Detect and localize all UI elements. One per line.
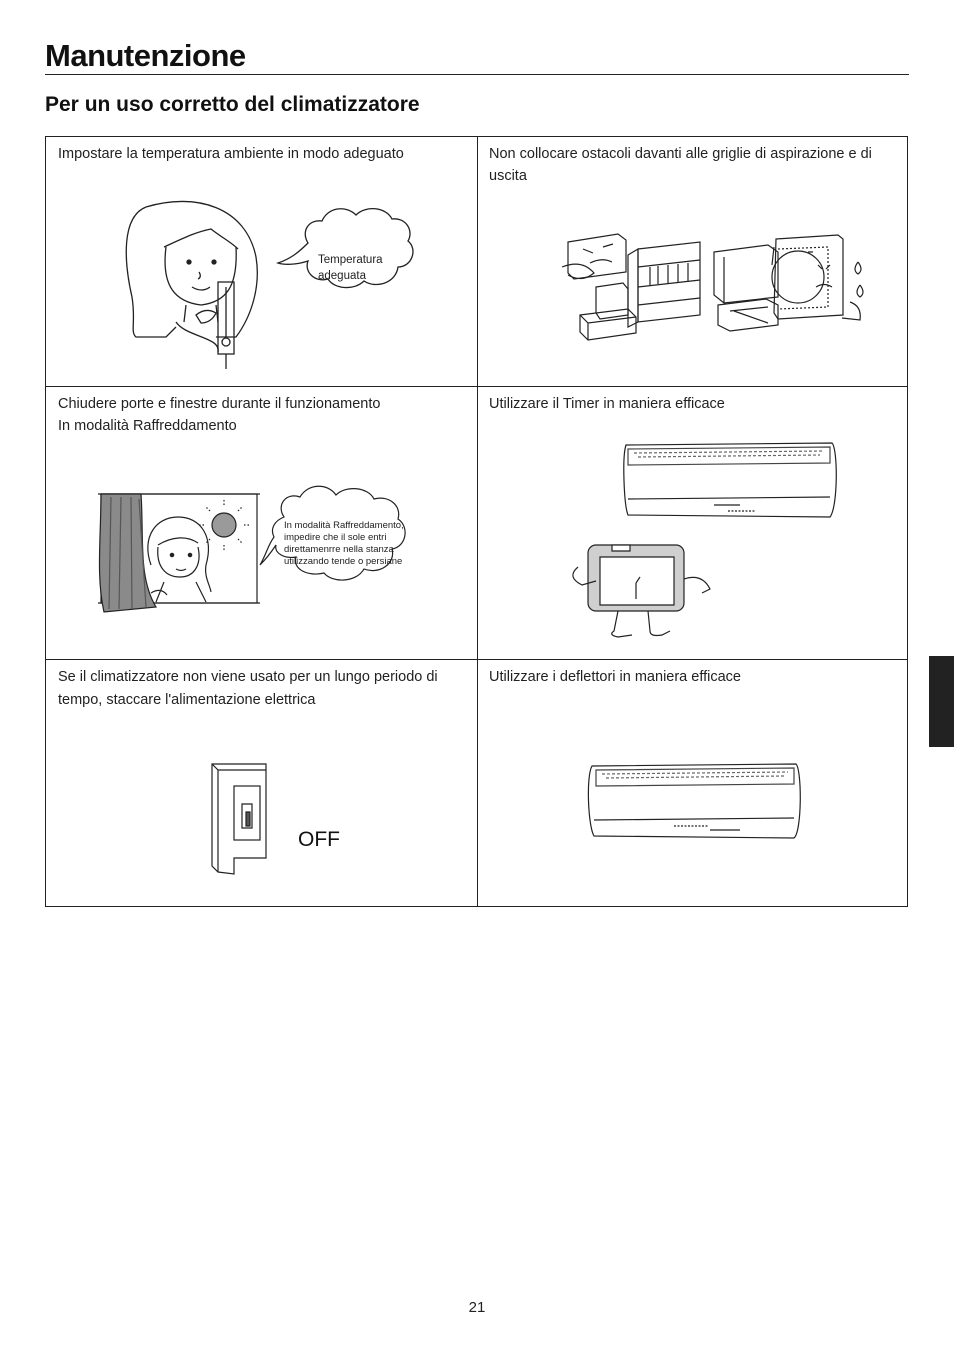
tips-grid xyxy=(45,136,908,907)
tip-text-timer: Utilizzare il Timer in maniera efficace xyxy=(489,396,725,412)
tip-cell-power-off xyxy=(46,660,477,908)
timer-illustration xyxy=(478,387,909,659)
bubble-line-2: impedire che il sole entri xyxy=(284,532,387,543)
tip-text-windows-line2: In modalità Raffreddamento xyxy=(58,418,237,434)
off-label: OFF xyxy=(298,828,340,851)
page-title: Manutenzione xyxy=(45,38,246,73)
tip-text-power-line2: tempo, staccare l'alimentazione elettrica xyxy=(58,692,316,708)
tip-cell-timer xyxy=(478,387,909,659)
tip-text-temperature: Impostare la temperatura ambiente in modo adeguato xyxy=(58,146,404,162)
page-number: 21 xyxy=(468,1299,486,1316)
window-curtain-illustration xyxy=(46,387,477,659)
language-side-tab xyxy=(929,656,954,747)
tip-text-deflectors: Utilizzare i deflettori in maniera efficace xyxy=(489,669,741,685)
bubble-line-1: Temperatura xyxy=(318,254,383,266)
girl-thermometer-illustration xyxy=(46,137,477,386)
tip-cell-close-windows xyxy=(46,387,477,659)
tip-cell-obstacles xyxy=(478,137,909,386)
tip-text-windows-line1: Chiudere porte e finestre durante il funzionamento xyxy=(58,396,381,412)
bubble-line-1: In modalità Raffreddamento, xyxy=(284,520,404,531)
section-subtitle: Per un uso corretto del climatizzatore xyxy=(45,93,420,116)
bubble-line-2: adeguata xyxy=(318,270,366,282)
tip-cell-deflectors xyxy=(478,660,909,908)
bubble-line-4: utilizzando tende o persiane xyxy=(284,556,403,567)
speech-bubble xyxy=(260,486,405,659)
tip-text-obstacles-line1: Non collocare ostacoli davanti alle griglie di aspirazione e di xyxy=(489,146,872,162)
title-divider xyxy=(45,74,909,75)
obstacles-illustration xyxy=(478,137,909,386)
bubble-line-3: direttamenrre nella stanza xyxy=(284,544,394,555)
tip-cell-temperature xyxy=(46,137,477,386)
tip-text-power-line1: Se il climatizzatore non viene usato per un lungo periodo di xyxy=(58,669,438,685)
tip-text-obstacles-line2: uscita xyxy=(489,168,527,184)
ac-deflectors-illustration xyxy=(478,660,909,908)
breaker-switch-illustration xyxy=(46,660,477,908)
